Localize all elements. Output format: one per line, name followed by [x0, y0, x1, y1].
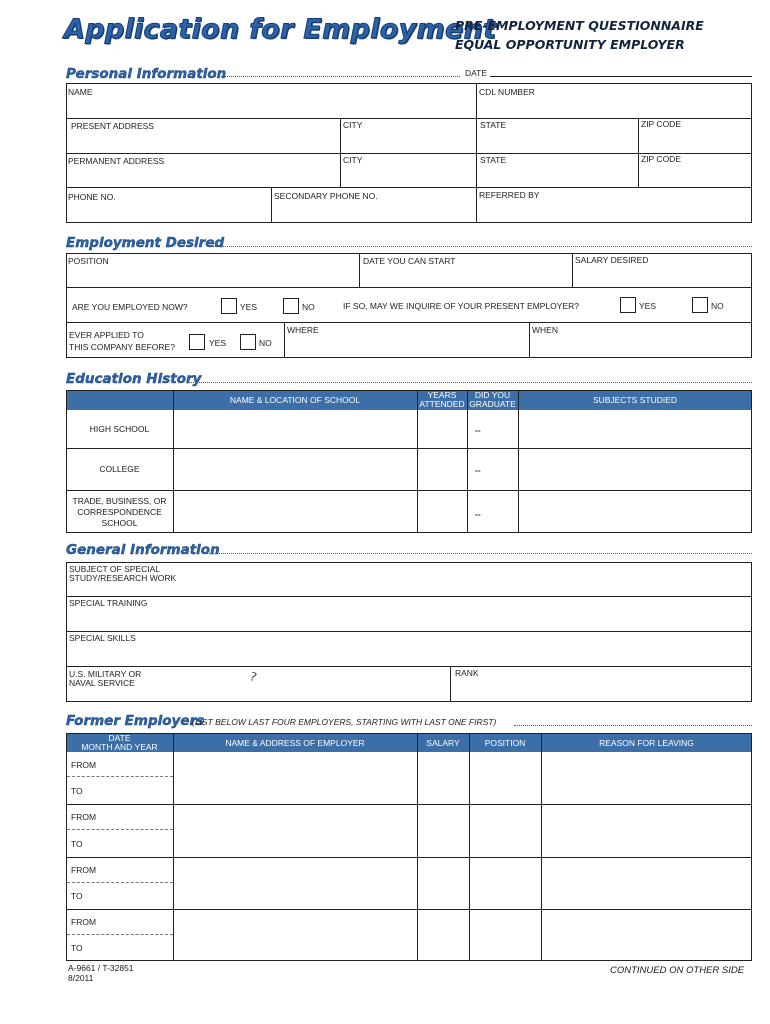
- salary-desired-label: SALARY DESIRED: [575, 255, 649, 265]
- col-subjects-header: SUBJECTS STUDIED: [592, 395, 678, 405]
- date-start-label: DATE YOU CAN START: [363, 256, 456, 266]
- form-date: 8/2011: [68, 973, 94, 983]
- permanent-address-label: PERMANENT ADDRESS: [68, 156, 165, 166]
- from-label-2: FROM: [71, 812, 97, 822]
- applied-no-label: NO: [259, 338, 272, 348]
- section-employment-heading: Employment Desired: [66, 235, 225, 251]
- inquire-yes-label: YES: [639, 301, 657, 311]
- phone-label: PHONE NO.: [68, 192, 116, 202]
- inquire-no-label: NO: [711, 301, 724, 311]
- special-study-label-2: STUDY/RESEARCH WORK: [69, 573, 177, 583]
- col-date-header-1: DATE: [108, 733, 131, 743]
- col-salary-header: SALARY: [426, 738, 460, 748]
- inquire-no-checkbox[interactable]: [692, 297, 708, 313]
- row-college: COLLEGE: [99, 464, 140, 474]
- when-label: WHEN: [532, 325, 558, 335]
- row-trade-1: TRADE, BUSINESS, OR: [72, 496, 167, 506]
- date-line[interactable]: [490, 76, 752, 77]
- col-school-header: NAME & LOCATION OF SCHOOL: [229, 395, 361, 405]
- inquire-yes-checkbox[interactable]: [620, 297, 636, 313]
- state-label-2: STATE: [480, 155, 507, 165]
- applied-yes-label: YES: [209, 338, 227, 348]
- col-years-header-2: ATTENDED: [419, 399, 465, 409]
- to-label-4: TO: [71, 943, 83, 953]
- col-position-header: POSITION: [484, 738, 526, 748]
- employed-no-checkbox[interactable]: [283, 298, 299, 314]
- employed-yes-checkbox[interactable]: [221, 298, 237, 314]
- section-former-heading: Former Employers: [66, 713, 205, 729]
- subtitle-eoe: EQUAL OPPORTUNITY EMPLOYER: [455, 37, 685, 52]
- col-reason-header: REASON FOR LEAVING: [599, 738, 694, 748]
- col-date-header-2: MONTH AND YEAR: [81, 742, 158, 752]
- secondary-phone-label: SECONDARY PHONE NO.: [274, 191, 378, 201]
- col-employer-header: NAME & ADDRESS OF EMPLOYER: [225, 738, 365, 748]
- former-employers-note: (LIST BELOW LAST FOUR EMPLOYERS, STARTING WITH LAST ONE FIRST): [192, 717, 497, 727]
- employed-now-label: ARE YOU EMPLOYED NOW?: [72, 302, 188, 312]
- section-personal-heading: Personal Information: [66, 66, 227, 82]
- present-address-label: PRESENT ADDRESS: [71, 121, 154, 131]
- general-table: [66, 562, 752, 702]
- applied-before-label-2: THIS COMPANY BEFORE?: [69, 342, 175, 352]
- military-label-1: U.S. MILITARY OR: [69, 669, 142, 679]
- rank-label: RANK: [455, 668, 479, 678]
- special-study-label-1: SUBJECT OF SPECIAL: [69, 564, 161, 574]
- employed-no-label: NO: [302, 302, 315, 312]
- employed-yes-label: YES: [240, 302, 258, 312]
- continued-note: CONTINUED ON OTHER SIDE: [610, 965, 745, 976]
- state-label: STATE: [480, 120, 507, 130]
- special-training-label: SPECIAL TRAINING: [69, 598, 148, 608]
- grad-dash-3: --: [475, 509, 481, 519]
- grad-dash-2: --: [475, 465, 481, 475]
- to-label-2: TO: [71, 839, 83, 849]
- heading-leader: [214, 76, 460, 77]
- col-years-header-1: YEARS: [427, 390, 457, 400]
- name-field-label: NAME: [68, 87, 93, 97]
- to-label-3: TO: [71, 891, 83, 901]
- col-grad-header-2: GRADUATE: [469, 399, 516, 409]
- from-label-4: FROM: [71, 917, 97, 927]
- former-employers-table: [66, 733, 752, 961]
- date-label: DATE: [465, 68, 488, 78]
- zip-label: ZIP CODE: [641, 119, 681, 129]
- form-code: A-9661 / T-32851: [68, 963, 134, 973]
- city-label: CITY: [343, 120, 363, 130]
- row-high-school: HIGH SCHOOL: [89, 424, 150, 434]
- inquire-label: IF SO, MAY WE INQUIRE OF YOUR PRESENT EMPLOYER?: [343, 301, 579, 311]
- position-label: POSITION: [68, 256, 109, 266]
- to-label-1: TO: [71, 786, 83, 796]
- special-skills-label: SPECIAL SKILLS: [69, 633, 136, 643]
- zip-label-2: ZIP CODE: [641, 154, 681, 164]
- section-education-heading: Education History: [66, 371, 202, 387]
- referred-by-label: REFERRED BY: [479, 190, 540, 200]
- where-label: WHERE: [287, 325, 319, 335]
- row-trade-2: CORRESPONDENCE: [77, 507, 162, 517]
- form-title: Application for Employment: [64, 14, 497, 45]
- military-label-2: NAVAL SERVICE: [69, 678, 135, 688]
- from-label-1: FROM: [71, 760, 97, 770]
- grad-dash-1: --: [475, 425, 481, 435]
- subtitle-questionnaire: PRE-EMPLOYMENT QUESTIONNAIRE: [455, 18, 704, 33]
- applied-yes-checkbox[interactable]: [189, 334, 205, 350]
- applied-no-checkbox[interactable]: [240, 334, 256, 350]
- handwritten-mark: ?: [247, 669, 259, 685]
- cdl-field-label: CDL NUMBER: [479, 87, 535, 97]
- section-general-heading: General Information: [66, 542, 220, 558]
- applied-before-label-1: EVER APPLIED TO: [69, 330, 144, 340]
- row-trade-3: SCHOOL: [101, 518, 138, 528]
- from-label-3: FROM: [71, 865, 97, 875]
- col-grad-header-1: DID YOU: [474, 390, 511, 400]
- city-label-2: CITY: [343, 155, 363, 165]
